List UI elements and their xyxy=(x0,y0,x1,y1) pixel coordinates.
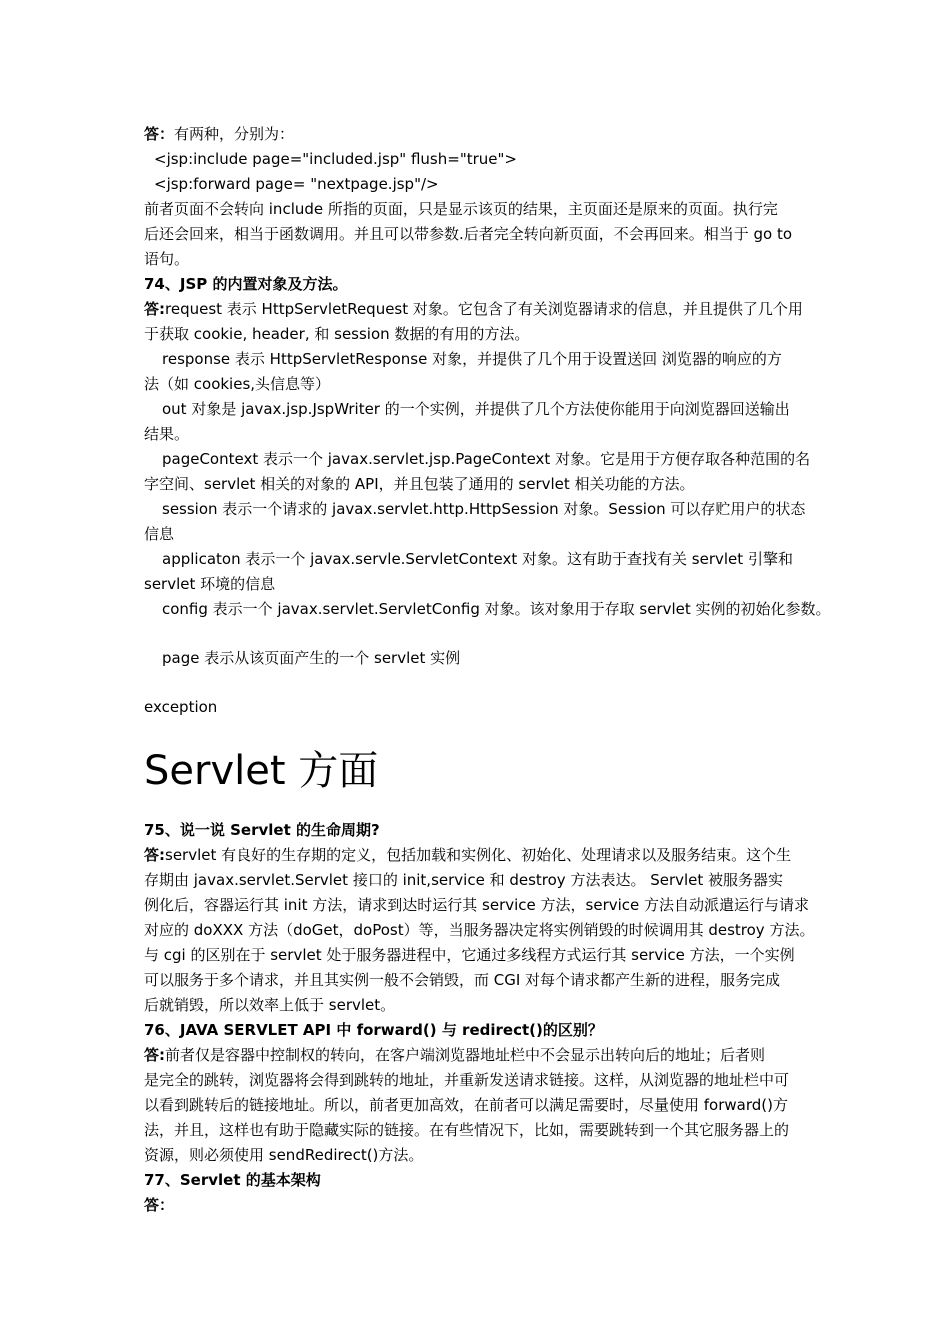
q74-line: applicaton 表示一个 javax.servle.ServletContext 对象。这有助于查找有关 servlet 引擎和 xyxy=(162,550,793,568)
question-74-title: 74、JSP 的内置对象及方法。 xyxy=(144,275,348,293)
q74-line: 信息 xyxy=(144,525,175,543)
question-75-title: 75、说一说 Servlet 的生命周期? xyxy=(144,821,380,839)
answer-label: 答: xyxy=(144,300,165,318)
block73-intro: 有两种，分别为： xyxy=(174,125,295,143)
code-line-forward: <jsp:forward page= "nextpage.jsp"/> xyxy=(154,175,439,193)
paragraph-line: 语句。 xyxy=(144,250,190,268)
q74-line: 结果。 xyxy=(144,425,190,443)
q74-line: response 表示 HttpServletResponse 对象，并提供了几个用于设置送回 浏览器的响应的方 xyxy=(162,350,782,368)
q74-line-exception: exception xyxy=(144,698,218,716)
q76-text: 前者仅是容器中控制权的转向，在客户端浏览器地址栏中不会显示出转向后的地址；后者则 xyxy=(165,1046,766,1064)
q76-line xyxy=(144,1043,824,1068)
q74-line: config 表示一个 javax.servlet.ServletConfig 对象。该对象用于存取 servlet 实例的初始化参数。 xyxy=(162,600,831,618)
answer-label: 答: xyxy=(144,1046,165,1064)
section-heading: Servlet 方面 xyxy=(144,748,379,794)
q74-line: 法（如 cookies,头信息等） xyxy=(144,375,331,393)
q74-line: 于获取 cookie, header, 和 session 数据的有用的方法。 xyxy=(144,325,530,343)
paragraph-line: 后还会回来，相当于函数调用。并且可以带参数.后者完全转向新页面，不会再回来。相当于 go to xyxy=(144,225,793,243)
q74-line: out 对象是 javax.jsp.JspWriter 的一个实例，并提供了几个方法使你能用于向浏览器回送输出 xyxy=(162,400,790,418)
q76-line: 法，并且，这样也有助于隐藏实际的链接。在有些情况下，比如，需要跳转到一个其它服务器上的 xyxy=(144,1121,790,1139)
document-page xyxy=(144,122,831,1218)
q75-line: 对应的 doXXX 方法（doGet，doPost）等，当服务器决定将实例销毁的时候调用其 destroy 方法。 xyxy=(144,921,815,939)
q74-line xyxy=(144,297,824,322)
answer-label: 答： xyxy=(144,125,175,143)
q75-line: 存期由 javax.servlet.Servlet 接口的 init,service 和 destroy 方法表达。 Servlet 被服务器实 xyxy=(144,871,784,889)
q74-line: page 表示从该页面产生的一个 servlet 实例 xyxy=(162,649,461,667)
paragraph-line: 前者页面不会转向 include 所指的页面，只是显示该页的结果，主页面还是原来的页面。执行完 xyxy=(144,200,778,218)
question-77-title: 77、Servlet 的基本架构 xyxy=(144,1171,321,1189)
spacer xyxy=(144,622,824,646)
q75-line: 例化后，容器运行其 init 方法，请求到达时运行其 service 方法，service 方法自动派遣运行与请求 xyxy=(144,896,810,914)
q75-text: servlet 有良好的生存期的定义，包括加载和实例化、初始化、处理请求以及服务结束。这个生 xyxy=(165,846,792,864)
q76-line: 以看到跳转后的链接地址。所以，前者更加高效，在前者可以满足需要时，尽量使用 forward()方 xyxy=(144,1096,788,1114)
question-76-title: 76、JAVA SERVLET API 中 forward() 与 redirect()的区别？ xyxy=(144,1021,603,1039)
q75-line: 与 cgi 的区别在于 servlet 处于服务器进程中，它通过多线程方式运行其 service 方法，一个实例 xyxy=(144,946,795,964)
q74-line: session 表示一个请求的 javax.servlet.http.HttpSession 对象。Session 可以存贮用户的状态 xyxy=(162,500,806,518)
q74-line: servlet 环境的信息 xyxy=(144,575,276,593)
q74-line: 字空间、servlet 相关的对象的 API，并且包装了通用的 servlet 相关功能的方法。 xyxy=(144,475,695,493)
q76-line: 资源，则必须使用 sendRedirect()方法。 xyxy=(144,1146,424,1164)
spacer xyxy=(144,671,824,695)
code-line-include: <jsp:include page="included.jsp" flush="true"> xyxy=(154,150,517,168)
q74-text: request 表示 HttpServletRequest 对象。它包含了有关浏览器请求的信息，并且提供了几个用 xyxy=(165,300,803,318)
q75-line xyxy=(144,843,824,868)
q74-line: pageContext 表示一个 javax.servlet.jsp.PageContext 对象。它是用于方便存取各种范围的名 xyxy=(162,450,811,468)
block73-intro-line xyxy=(144,122,824,147)
answer-label: 答: xyxy=(144,846,165,864)
q76-line: 是完全的跳转，浏览器将会得到跳转的地址，并重新发送请求链接。这样，从浏览器的地址栏中可 xyxy=(144,1071,790,1089)
answer-label: 答： xyxy=(144,1196,175,1214)
q75-line: 可以服务于多个请求，并且其实例一般不会销毁，而 CGI 对每个请求都产生新的进程，服务完成 xyxy=(144,971,781,989)
q75-line: 后就销毁，所以效率上低于 servlet。 xyxy=(144,996,396,1014)
